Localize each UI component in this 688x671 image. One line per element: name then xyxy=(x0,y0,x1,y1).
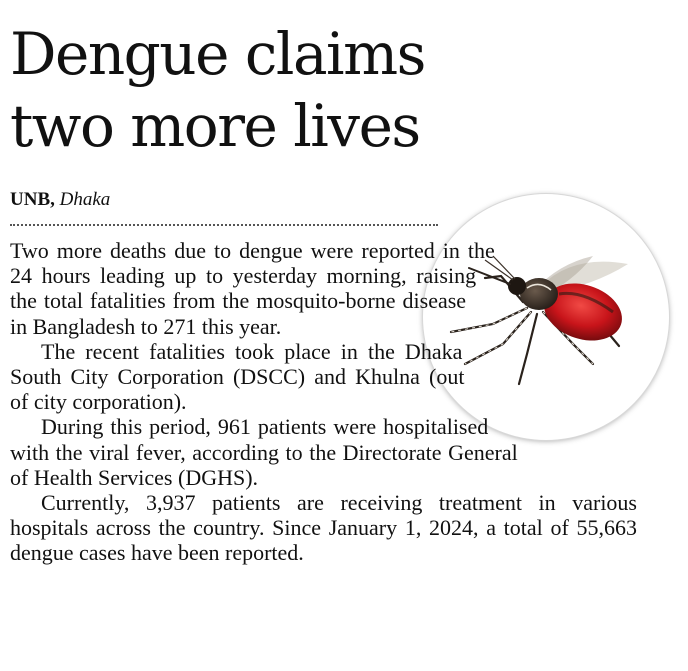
headline xyxy=(10,18,680,162)
paragraph-3: During this period, 961 patients were hospitalised with the viral fever, according to the Directorate General of Health Services (DGHS). xyxy=(10,414,518,490)
headline-line-1: Dengue claims xyxy=(10,20,425,88)
byline-place: Dhaka xyxy=(59,189,111,210)
headline-line-2: two more lives xyxy=(10,92,420,160)
paragraph-4: Currently, 3,937 patients are receiving treatment in various hospitals across the country. Since January 1, 2024, a total of 55,663 dengue cases have been reported. xyxy=(10,490,637,566)
article-body xyxy=(10,238,637,566)
dotted-divider xyxy=(10,224,438,226)
byline xyxy=(10,189,110,211)
paragraph-2: The recent fatalities took place in the Dhaka South City Corporation (DSCC) and Khulna (out of city corporation). xyxy=(10,338,465,415)
byline-agency: UNB, xyxy=(10,189,55,210)
paragraph-1: Two more deaths due to dengue were reported in the 24 hours leading up to yesterday morning, raising the total fatalities from the mosquito-borne disease in Bangladesh to 271 this year. xyxy=(10,238,495,339)
